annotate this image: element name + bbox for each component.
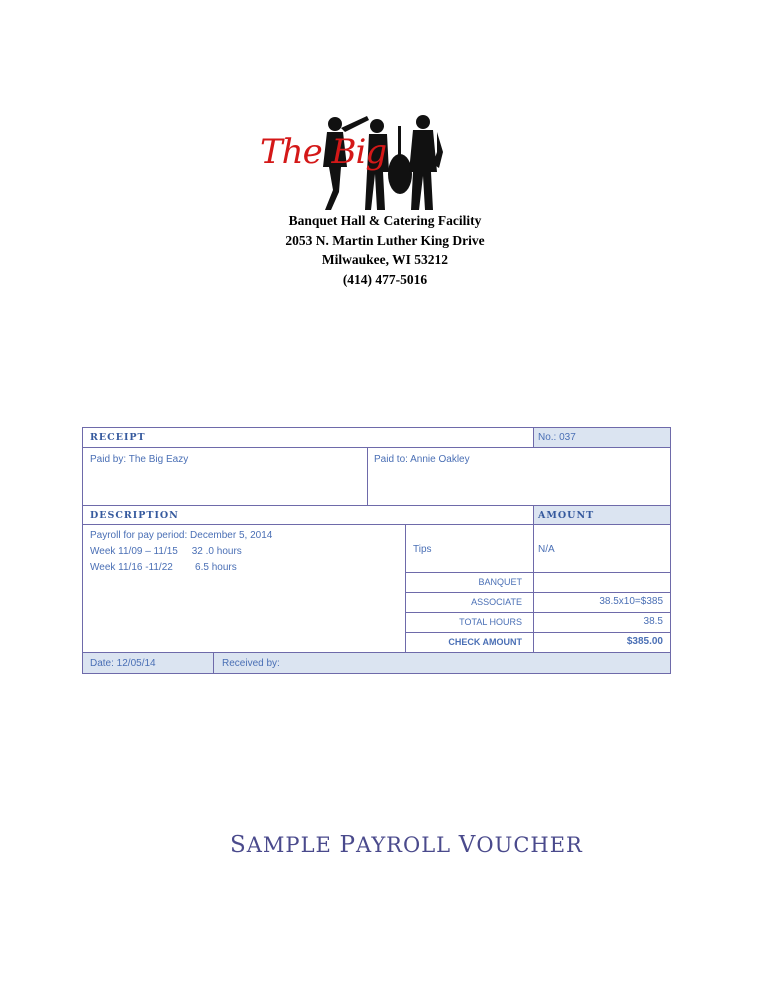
address-line-4: (414) 477-5016 [342,271,428,287]
summary-value-total-hours: 38.5 [643,616,663,627]
address-line-3: Milwaukee, WI 53212 [321,252,449,267]
divider [405,592,671,593]
tips-value: N/A [538,544,555,555]
amount-header: AMOUNT [538,510,595,521]
paid-by: Paid by: The Big Eazy [90,454,189,465]
divider [367,447,368,505]
description-line: Week 11/16 -11/22 6.5 hours [90,562,237,573]
receipt-number: No.: 037 [538,432,576,443]
date-field: Date: 12/05/14 [90,658,156,669]
divider [82,673,671,674]
paid-to: Paid to: Annie Oakley [374,454,470,465]
business-address [250,211,520,289]
title-part: OUCHER [476,833,583,857]
receipt-label: RECEIPT [90,432,146,443]
divider [82,524,671,525]
address-line-1: Banquet Hall & Catering Facility [288,213,482,228]
summary-label-total-hours: TOTAL HOURS [459,617,522,627]
divider [82,447,671,448]
divider [82,505,671,506]
payroll-voucher-form [82,427,671,674]
summary-label-banquet: BANQUET [478,577,522,587]
divider [405,632,671,633]
description-header: DESCRIPTION [90,510,179,521]
divider [405,524,406,653]
received-by-field: Received by: [222,658,280,669]
title-part: P [339,832,356,858]
logo-script-text: The Big [260,132,387,172]
description-line: Week 11/09 – 11/15 32 .0 hours [90,546,242,557]
summary-label-check-amount: CHECK AMOUNT [448,637,522,647]
divider [533,427,534,447]
divider [82,427,671,428]
summary-value-check-amount: $385.00 [626,636,663,647]
divider [405,612,671,613]
tips-label: Tips [413,544,432,555]
summary-label-associate: ASSOCIATE [471,597,522,607]
footer-shade [82,653,670,673]
divider [670,427,671,674]
summary-value-associate: 38.5x10=$385 [599,596,663,607]
divider [82,427,83,674]
page-title [230,832,583,858]
description-line: Payroll for pay period: December 5, 2014 [90,530,273,541]
divider [82,652,671,653]
title-part: AMPLE [246,833,340,857]
address-line-2: 2053 N. Martin Luther King Drive [285,232,485,248]
divider [213,652,214,674]
title-part: V [458,832,477,858]
divider [533,505,534,653]
title-part: AYROLL [356,833,459,857]
divider [405,572,671,573]
title-part: S [230,832,247,858]
